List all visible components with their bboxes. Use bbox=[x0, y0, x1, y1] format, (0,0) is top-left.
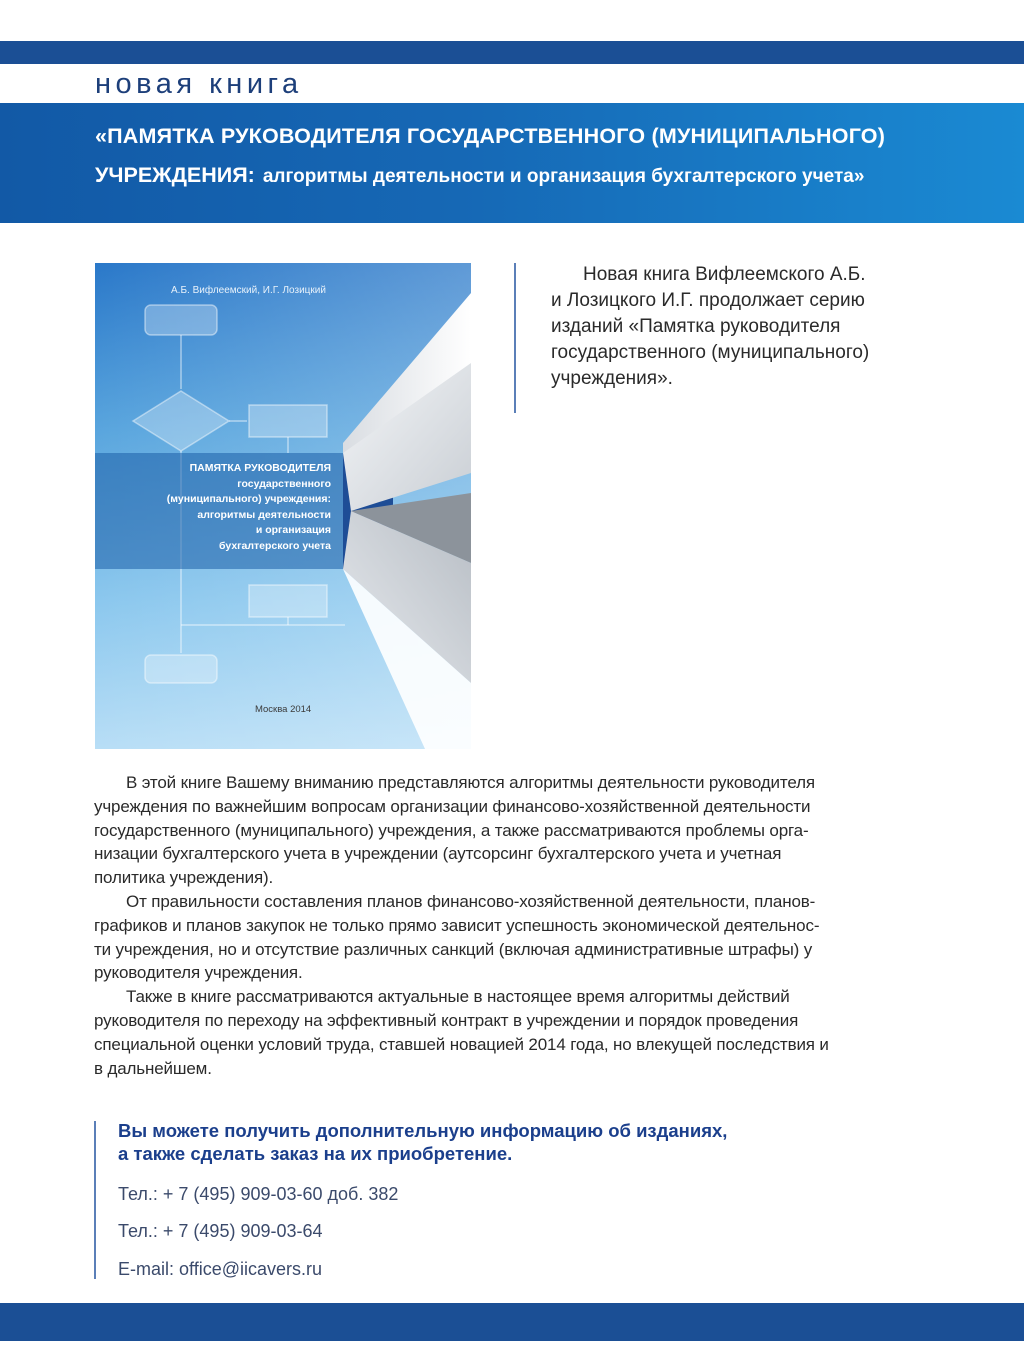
cover-title-line: (муниципального) учреждения: bbox=[166, 493, 331, 505]
intro-line: государственного (муниципального) bbox=[551, 342, 870, 363]
book-title-main: УЧРЕЖДЕНИЯ: bbox=[95, 163, 255, 187]
top-bar bbox=[0, 41, 1024, 64]
body-line: В этой книге Вашему вниманию представляются алгоритмы деятельности руководителя bbox=[126, 773, 815, 792]
intro-paragraph bbox=[551, 262, 931, 392]
body-line: Также в книге рассматриваются актуальные в настоящее время алгоритмы действий bbox=[126, 987, 790, 1007]
cover-title bbox=[95, 461, 331, 554]
book-title-subtitle: алгоритмы деятельности и организация бухгалтерского учета» bbox=[262, 166, 865, 187]
body-line: политика учреждения). bbox=[94, 868, 274, 888]
section-label: новая книга bbox=[95, 68, 303, 100]
body-line: низации бухгалтерского учета в учреждении (аутсорсинг бухгалтерского учета и учетная bbox=[94, 844, 782, 864]
body-line: руководителя по переходу на эффективный контракт в учреждении и порядок проведения bbox=[94, 1010, 799, 1030]
body-line: учреждения по важнейшим вопросам организации финансово-хозяйственной деятельности bbox=[94, 796, 811, 816]
phone-primary: Тел.: + 7 (495) 909-03-60 доб. 382 bbox=[118, 1184, 399, 1204]
cover-title-line: бухгалтерского учета bbox=[219, 539, 331, 552]
email-contact[interactable]: E-mail: office@iicavers.ru bbox=[118, 1259, 322, 1279]
cover-title-line: государственного bbox=[237, 477, 331, 490]
description-text bbox=[94, 771, 934, 1080]
body-line: От правильности составления планов финансово-хозяйственной деятельности, планов- bbox=[126, 891, 816, 911]
body-line: специальной оценки условий труда, ставшей новацией 2014 года, но влекущей последствия и bbox=[94, 1034, 829, 1054]
body-line: ти учреждения, но и отсутствие различных санкций (включая административные штрафы) у bbox=[94, 939, 813, 959]
body-line: в дальнейшем. bbox=[94, 1058, 212, 1078]
contact-divider bbox=[94, 1121, 96, 1279]
bottom-bar bbox=[0, 1303, 1024, 1341]
contact-heading bbox=[118, 1119, 727, 1165]
book-cover-image bbox=[95, 263, 471, 749]
body-line: руководителя учреждения. bbox=[94, 963, 303, 983]
cover-title-line: алгоритмы деятельности bbox=[197, 508, 331, 521]
phone-secondary: Тел.: + 7 (495) 909-03-64 bbox=[118, 1221, 323, 1241]
body-line: государственного (муниципального) учреждения, а также рассматриваются проблемы орга- bbox=[94, 820, 809, 840]
body-line: графиков и планов закупок не только прямо зависит успешность экономической деятельнос- bbox=[94, 915, 820, 935]
book-title-line-1: «ПАМЯТКА РУКОВОДИТЕЛЯ ГОСУДАРСТВЕННОГО (МУНИЦИПАЛЬНОГО) bbox=[95, 124, 886, 148]
intro-line: изданий «Памятка руководителя bbox=[551, 316, 841, 337]
contact-heading-line: а также сделать заказ на их приобретение. bbox=[118, 1143, 513, 1164]
intro-line: Новая книга Вифлеемского А.Б. bbox=[583, 264, 866, 285]
intro-line: учреждения». bbox=[551, 368, 673, 389]
cover-authors: А.Б. Вифлеемский, И.Г. Лозицкий bbox=[171, 285, 326, 296]
intro-line: и Лозицкого И.Г. продолжает серию bbox=[551, 290, 865, 311]
contact-heading-line: Вы можете получить дополнительную информацию об изданиях, bbox=[118, 1120, 728, 1141]
cover-title-line: ПАМЯТКА РУКОВОДИТЕЛЯ bbox=[189, 462, 331, 474]
book-title-line-2 bbox=[95, 163, 864, 188]
intro-divider bbox=[514, 263, 516, 413]
cover-title-line: и организация bbox=[255, 524, 331, 536]
cover-city-year: Москва 2014 bbox=[255, 704, 312, 715]
